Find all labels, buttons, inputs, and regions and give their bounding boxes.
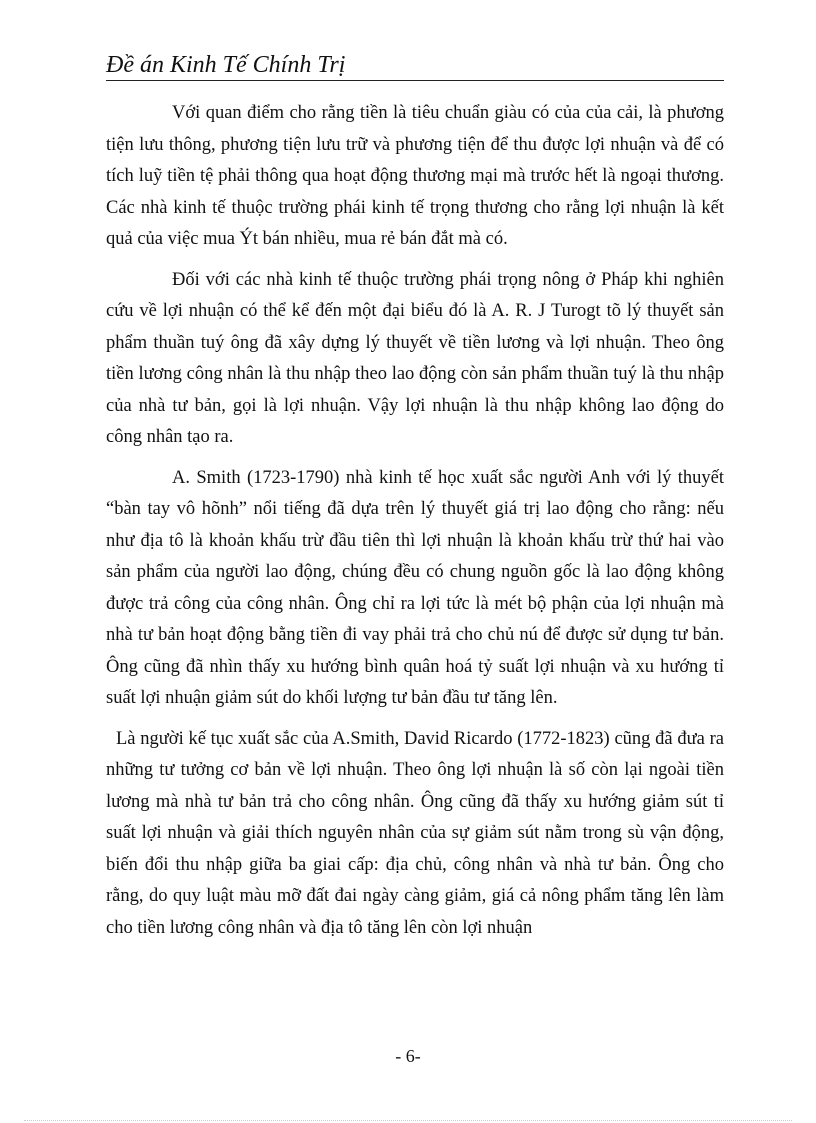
paragraph-david-ricardo: Là người kế tục xuất sắc của A.Smith, David Ricardo (1772-1823) cũng đã đưa ra những tư tưởng cơ bản về lợi nhuận. Theo ông lợi nhuận là số còn lại ngoài tiền lương mà nhà tư bản trả cho công nhân. Ông cũng đã thấy xu hướng giảm sút tỉ suất lợi nhuận và giải thích nguyên nhân của sự giảm sút nằm trong sù vận động, biến đổi thu nhập giữa ba giai cấp: địa chủ, công nhân và nhà tư bản. Ông cho rằng, do quy luật màu mỡ đất đai ngày càng giảm, giá cả nông phẩm tăng lên làm cho tiền lương công nhân và địa tô tăng lên còn lợi nhuận [106, 728, 724, 938]
paragraph-adam-smith: A. Smith (1723-1790) nhà kinh tế học xuất sắc người Anh với lý thuyết “bàn tay vô hõnh” nổi tiếng đã dựa trên lý thuyết giá trị lao động cho rằng: nếu như địa tô là khoản khấu trừ đầu tiên thì lợi nhuận là khoản khấu trừ thứ hai vào sản phẩm của người lao động, chúng đều có chung nguồn gốc là lao động không được trả công của công nhân. Ông chỉ ra lợi tức là mét bộ phận của lợi nhuận mà nhà tư bản hoạt động bằng tiền đi vay phải trả cho chủ nú để được sử dụng tư bản. Ông cũng đã nhìn thấy xu hướng bình quân hoá tỷ suất lợi nhuận và xu hướng tỉ suất lợi nhuận giảm sút do khối lượng tư bản đầu tư tăng lên. [106, 467, 724, 708]
page-number: - 6- [395, 1046, 421, 1066]
paragraph-physiocrats: Đối với các nhà kinh tế thuộc trường phái trọng nông ở Pháp khi nghiên cứu về lợi nhuận có thể kể đến một đại biểu đó là A. R. J Turogt tõ lý thuyết sản phẩm thuần tuý ông đã xây dựng lý thuyết về tiền lương và lợi nhuận. Theo ông tiền lương công nhân là thu nhập theo lao động còn sản phẩm thuần tuý là thu nhập của nhà tư bản, gọi là lợi nhuận. Vậy lợi nhuận là thu nhập không lao động do công nhân tạo ra. [106, 269, 724, 447]
page-bottom-divider [24, 1120, 792, 1121]
paragraph-mercantilism: Với quan điểm cho rằng tiền là tiêu chuẩn giàu có của của cải, là phương tiện lưu thông, phương tiện lưu trữ và phương tiện để thu được lợi nhuận và để có tích luỹ tiền tệ phải thông qua hoạt động thương mại mà trước hết là ngoại thương. Các nhà kinh tế thuộc trường phái kinh tế trọng thương cho rằng lợi nhuận là kết quả của việc mua Ýt bán nhiều, mua rẻ bán đắt mà có. [106, 103, 724, 249]
header-divider [106, 80, 724, 81]
document-body [106, 98, 724, 953]
document-header-title: Đề án Kinh Tế Chính Trị [106, 52, 346, 78]
